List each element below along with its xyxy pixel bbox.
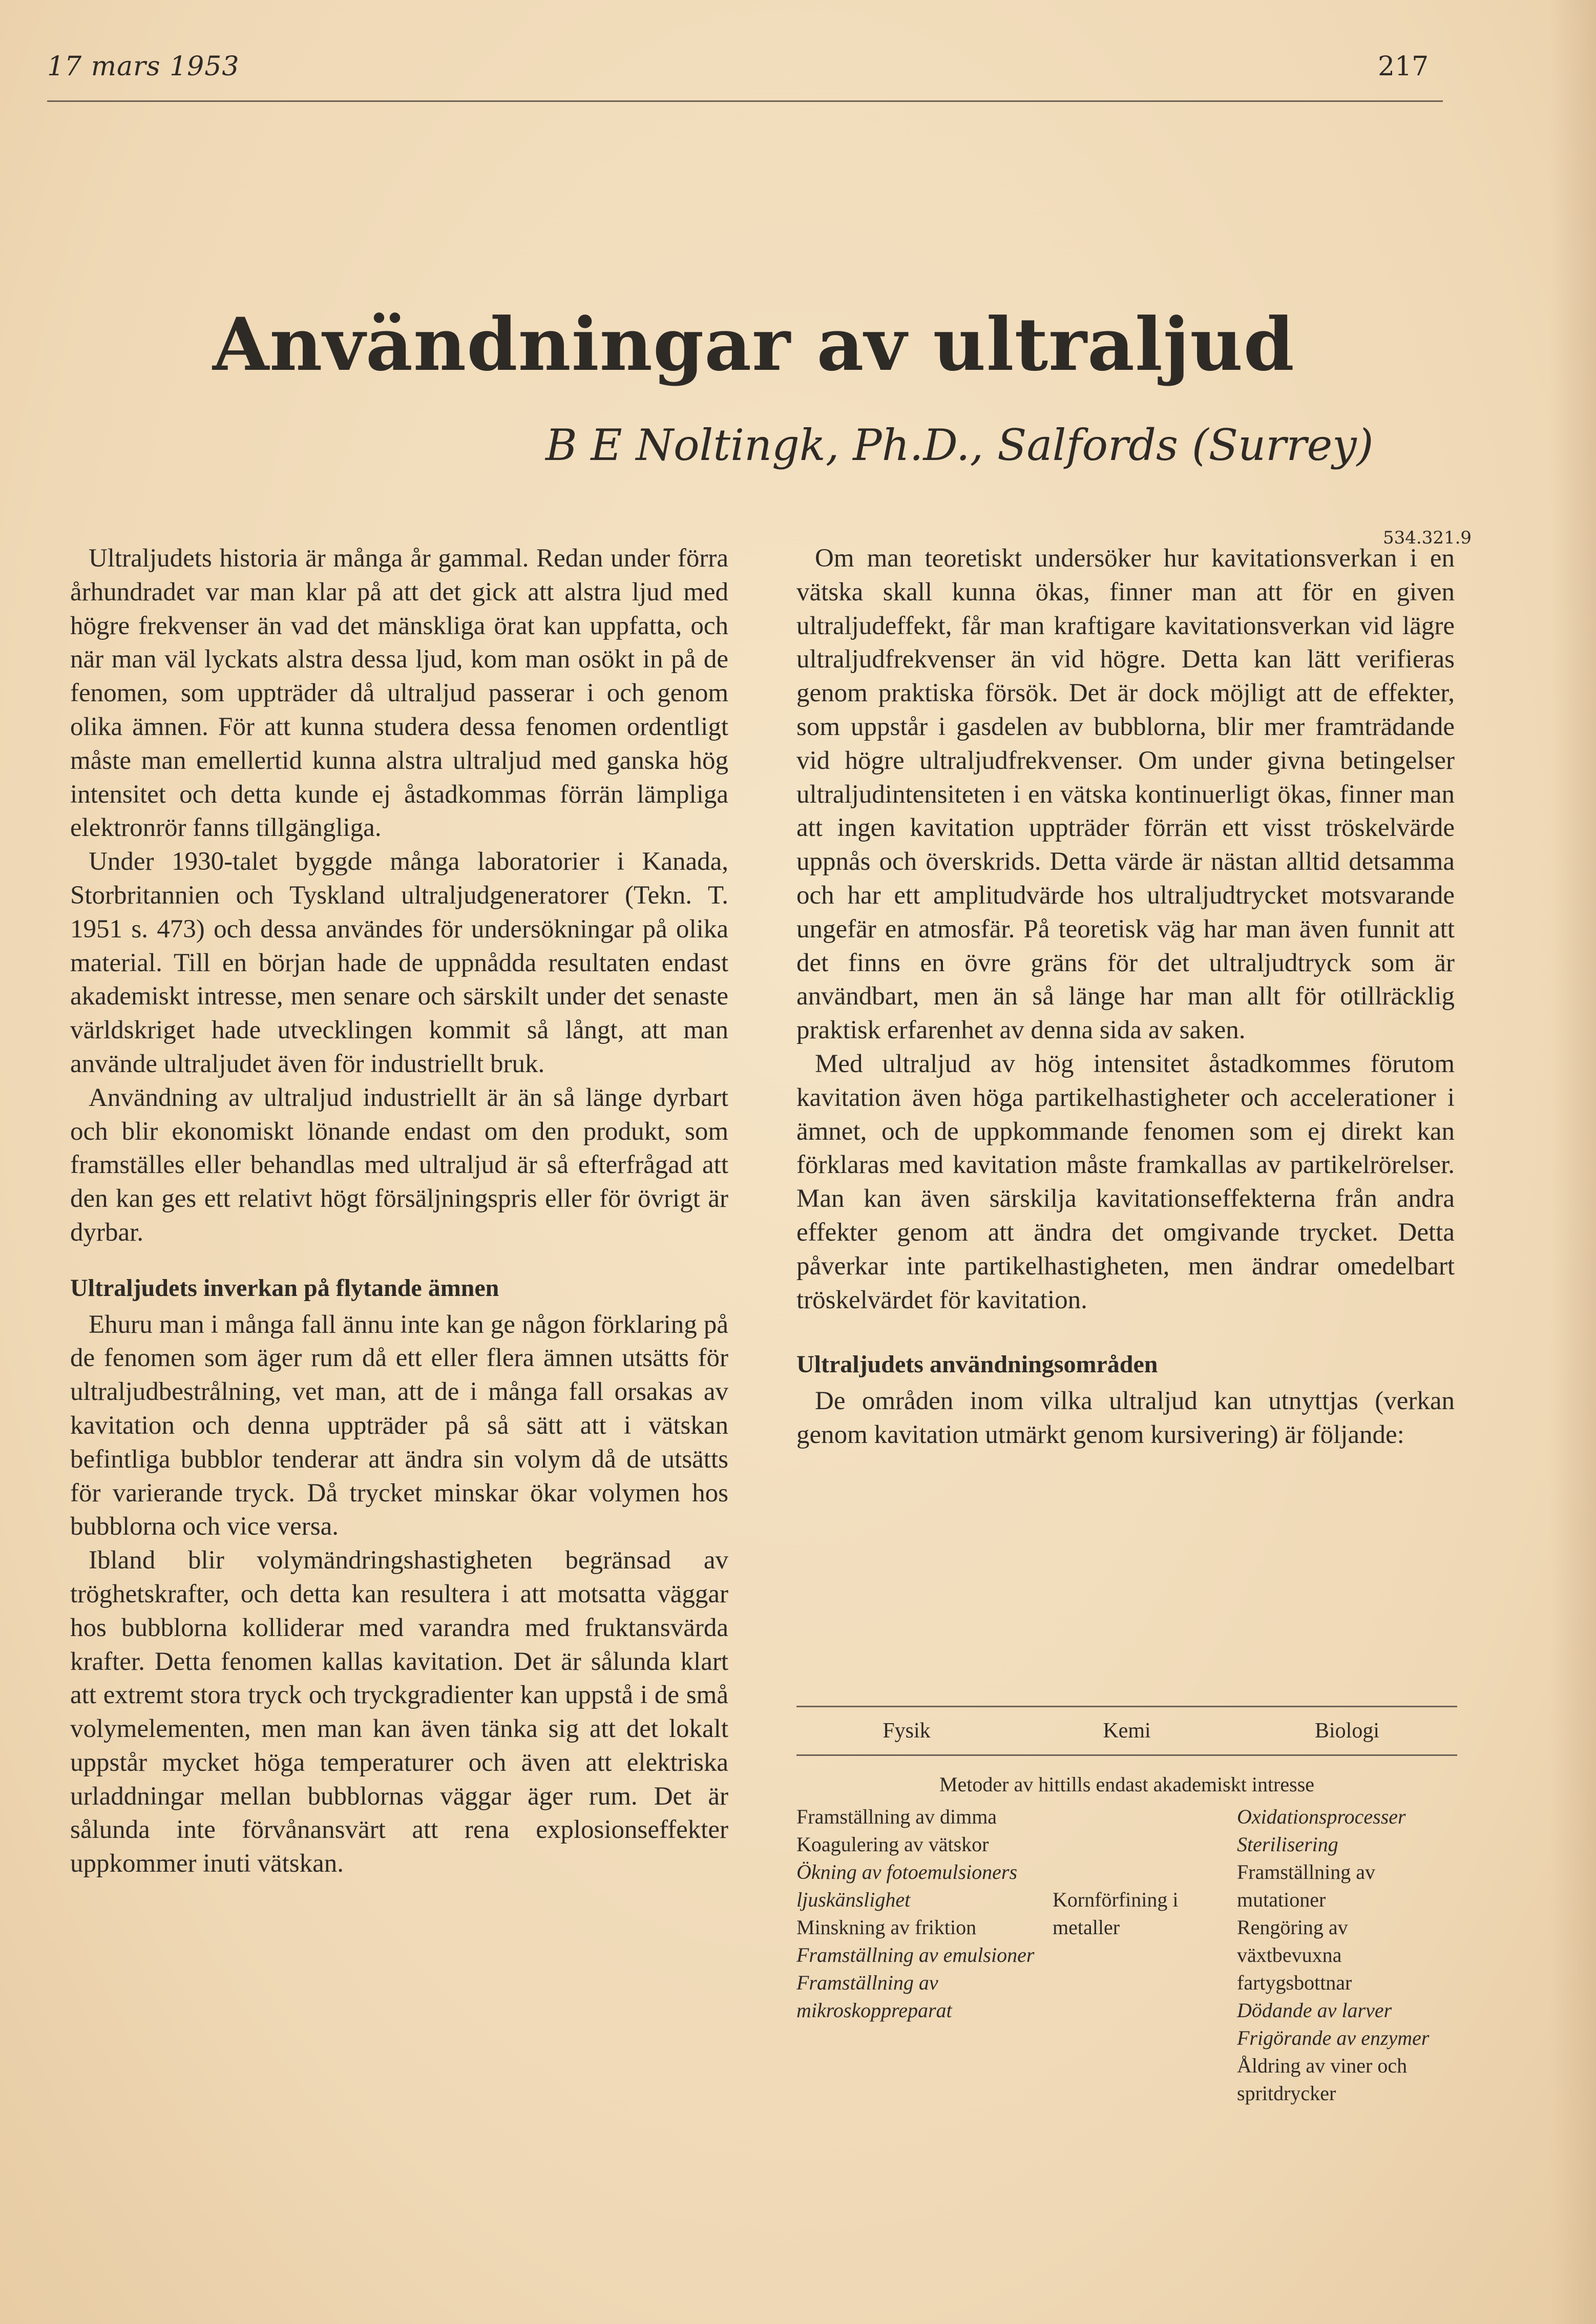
paragraph: Om man teoretiskt undersöker hur kavitationsverkan i en vätska skall kunna ökas, finner man att för en given ultraljudeffekt, får man kraftigare kavitationsverkan vid lägre ultraljudfrekvenser än vid högre. Detta kan lätt verifieras genom praktiska försök. Det är dock möjligt att de effekter, som uppstår i gasdelen av bubblorna, blir mer framträdande vid högre ultraljudfrekvenser. Om under givna betingelser ultraljudintensiteten i en vätska kontinuerligt ökas, finner man att ingen kavitation uppträder förrän ett visst tröskelvärde uppnås och överskrids. Detta värde är nästan alltid detsamma och har ett amplitudvärde hos ultraljudtrycket motsvarande ungefär en atmosfär. På teoretisk väg har man även funnit att det finns en övre gräns för det ultraljudtryck som är användbart, men än så länge har man allt för otillräcklig praktisk erfarenhet av denna sida av saken. <box>796 544 1455 1045</box>
section-heading: Ultraljudets inverkan på flytande ämnen <box>70 1274 499 1302</box>
left-column <box>70 542 728 1881</box>
paragraph: Användning av ultraljud industriellt är än så länge dyrbart och blir ekonomiskt lönande endast om den produkt, som framställes eller behandlas med ultraljud är så efterfrågad att den kan ges ett relativt högt försäljningspris eller för övrigt är dyrbar. <box>70 1083 728 1247</box>
page-edge-shadow <box>1550 0 1596 2324</box>
applications-table <box>796 1706 1457 2107</box>
table-cell: Framställning av dimma <box>796 1805 997 1828</box>
header-rule <box>47 100 1443 102</box>
table-body <box>796 1803 1457 2107</box>
table-column-biologi <box>1237 1803 1457 2107</box>
table-cell: Minskning av friktion <box>796 1916 977 1939</box>
table-cell: Dödande av larver <box>1237 1999 1392 2022</box>
paragraph: Ibland blir volymändringshastigheten begränsad av tröghetskrafter, och detta kan resultera i att motsatta väggar hos bubblorna kolliderar med varandra med fruktansvärda krafter. Detta fenomen kallas kavitation. Det är sålunda klart att extremt stora tryck och tryckgradienter kan uppstå i de små volymelementen, men man kan även tänka sig att det lokalt uppstår mycket höga temperaturer och även att elektriska urladdningar mellan bubblornas väggar äger rum. Det är sålunda inte förvånansvärt att rena explosionseffekter uppkommer inuti vätskan. <box>70 1546 728 1878</box>
table-cell: Rengöring av växtbevuxna fartygsbottnar <box>1237 1916 1352 1994</box>
paragraph: Ehuru man i många fall ännu inte kan ge någon förklaring på de fenomen som äger rum då ett eller flera ämnen utsätts för ultraljudbestrålning, vet man, att de i många fall orsakas av kavitation och denna uppträder på så sätt att i vätskan befintliga bubblor tenderar att ändra sin volym då de utsätts för varierande tryck. Då trycket minskar ökar volymen hos bubblorna och vice versa. <box>70 1310 728 1541</box>
table-header-fysik: Fysik <box>883 1719 931 1743</box>
table-header-rule <box>796 1754 1457 1756</box>
page-number: 217 <box>1378 51 1429 82</box>
paragraph: De områden inom vilka ultraljud kan utnyttjas (verkan genom kavitation utmärkt genom kursivering) är följande: <box>796 1387 1455 1449</box>
table-cell: Oxidationsprocesser <box>1237 1805 1406 1828</box>
table-cell: Frigörande av enzymer <box>1237 2026 1430 2049</box>
table-cell: Åldring av viner och spritdrycker <box>1237 2054 1408 2105</box>
table-cell: Kornförfining i metaller <box>1053 1888 1179 1939</box>
table-header-kemi: Kemi <box>1103 1719 1151 1743</box>
table-cell: Framställning av emulsioner <box>796 1943 1035 1966</box>
udc-code: 534.321.9 <box>1383 528 1472 548</box>
article-byline: B E Noltingk, Ph.D., Salfords (Surrey) <box>545 420 1374 470</box>
table-cell: Framställning av mutationer <box>1237 1860 1375 1911</box>
header-date: 17 mars 1953 <box>47 51 240 82</box>
table-column-kemi <box>1053 1803 1237 2107</box>
table-header-row <box>796 1707 1457 1754</box>
table-header-biologi: Biologi <box>1314 1719 1380 1743</box>
right-column <box>796 542 1455 1452</box>
table-column-fysik <box>796 1803 1053 2107</box>
article-title: Användningar av ultraljud <box>213 302 1295 387</box>
table-cell: Ökning av fotoemulsioners ljuskänslighet <box>796 1860 1018 1911</box>
paragraph: Ultraljudets historia är många år gammal. Redan under förra århundradet var man klar på att det gick att alstra ljud med högre frekvenser än vad det mänskliga örat kan uppfatta, och när man väl lyckats alstra dessa ljud, kom man osökt in på de fenomen, som uppträder då ultraljud passerar i och genom olika ämnen. För att kunna studera dessa fenomen ordentligt måste man emellertid kunna alstra ultraljud med ganska hög intensitet och detta kunde ej åstadkommas förrän lämpliga elektronrör fanns tillgängliga. <box>70 544 728 843</box>
table-cell: Sterilisering <box>1237 1833 1338 1856</box>
paragraph: Med ultraljud av hög intensitet åstadkommes förutom kavitation även höga partikelhastigheter och accelerationer i ämnet, och de uppkommande fenomen som ej direkt kan förklaras med kavitation måste framkallas av partikelrörelser. Man kan även särskilja kavitationseffekterna från andra effekter genom att ändra det omgivande trycket. Detta påverkar inte partikelhastigheten, men ändrar omedelbart tröskelvärdet för kavitation. <box>796 1049 1455 1314</box>
table-cell: Framställning av mikroskoppreparat <box>796 1971 952 2022</box>
paragraph: Under 1930-talet byggde många laboratorier i Kanada, Storbritannien och Tyskland ultraljudgeneratorer (Tekn. T. 1951 s. 473) och dessa användes för undersökningar på olika material. Till en början hade de uppnådda resultaten endast akademiskt intresse, men senare och särskilt under det senaste världskriget hade utvecklingen kommit så långt, att man använde ultraljudet även för industriellt bruk. <box>70 847 728 1078</box>
table-cell: Koagulering av vätskor <box>796 1833 989 1856</box>
table-subtitle: Metoder av hittills endast akademiskt intresse <box>939 1773 1315 1796</box>
section-heading: Ultraljudets användningsområden <box>796 1351 1158 1378</box>
